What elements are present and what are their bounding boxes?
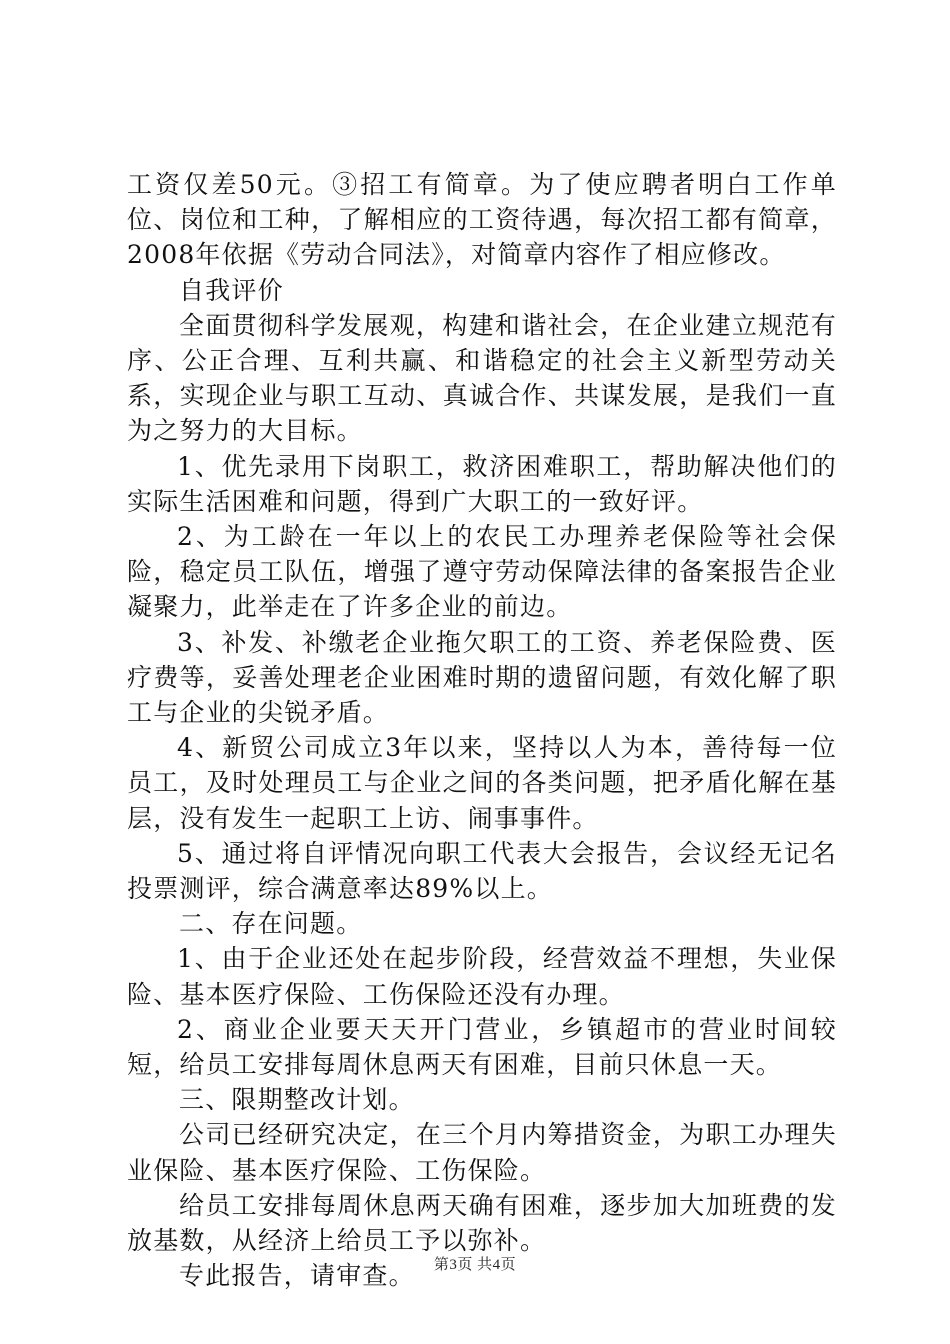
list-item-4: 4、新贸公司成立3年以来，坚持以人为本，善待每一位员工，及时处理员工与企业之间的各类问题，把矛盾化解在基层，没有发生一起职工上访、闹事事件。 bbox=[127, 733, 837, 833]
list-item-3: 3、补发、补缴老企业拖欠职工的工资、养老保险费、医疗费等，妥善处理老企业困难时期的遗留问题，有效化解了职工与企业的尖锐矛盾。 bbox=[127, 627, 837, 728]
paragraph-continued: 工资仅差50元。③招工有简章。为了使应聘者明白工作单位、岗位和工种，了解相应的工资待遇，每次招工都有简章，2008年依据《劳动合同法》，对简章内容作了相应修改。 bbox=[127, 170, 837, 270]
list-item-1: 1、优先录用下岗职工，救济困难职工，帮助解决他们的实际生活困难和问题，得到广大职工的一致好评。 bbox=[127, 451, 837, 516]
paragraph-goal: 全面贯彻科学发展观，构建和谐社会，在企业建立规范有序、公正合理、互利共赢、和谐稳定的社会主义新型劳动关系，实现企业与职工互动、真诚合作、共谋发展，是我们一直为之努力的大目标。 bbox=[127, 310, 837, 446]
document-body bbox=[127, 167, 837, 1294]
plan-paragraph-1: 公司已经研究决定，在三个月内筹措资金，为职工办理失业保险、基本医疗保险、工伤保险。 bbox=[127, 1120, 837, 1185]
closing-line: 专此报告，请审查。 bbox=[179, 1261, 415, 1291]
heading-rectification-plan: 三、限期整改计划。 bbox=[179, 1085, 415, 1115]
heading-existing-problems: 二、存在问题。 bbox=[179, 909, 363, 939]
list-item-2: 2、为工龄在一年以上的农民工办理养老保险等社会保险，稳定员工队伍，增强了遵守劳动保障法律的备案报告企业凝聚力，此举走在了许多企业的前边。 bbox=[127, 522, 837, 622]
heading-self-evaluation: 自我评价 bbox=[179, 275, 284, 305]
page-number-footer: 第3页 共4页 bbox=[433, 1257, 517, 1273]
list-item-5: 5、通过将自评情况向职工代表大会报告，会议经无记名投票测评，综合满意率达89%以上。 bbox=[127, 838, 837, 904]
problem-item-2: 2、商业企业要天天开门营业，乡镇超市的营业时间较短，给员工安排每周休息两天有困难，目前只休息一天。 bbox=[127, 1014, 837, 1080]
problem-item-1: 1、由于企业还处在起步阶段，经营效益不理想，失业保险、基本医疗保险、工伤保险还没有办理。 bbox=[127, 944, 837, 1009]
plan-paragraph-2: 给员工安排每周休息两天确有困难，逐步加大加班费的发放基数，从经济上给员工予以弥补。 bbox=[127, 1190, 837, 1256]
